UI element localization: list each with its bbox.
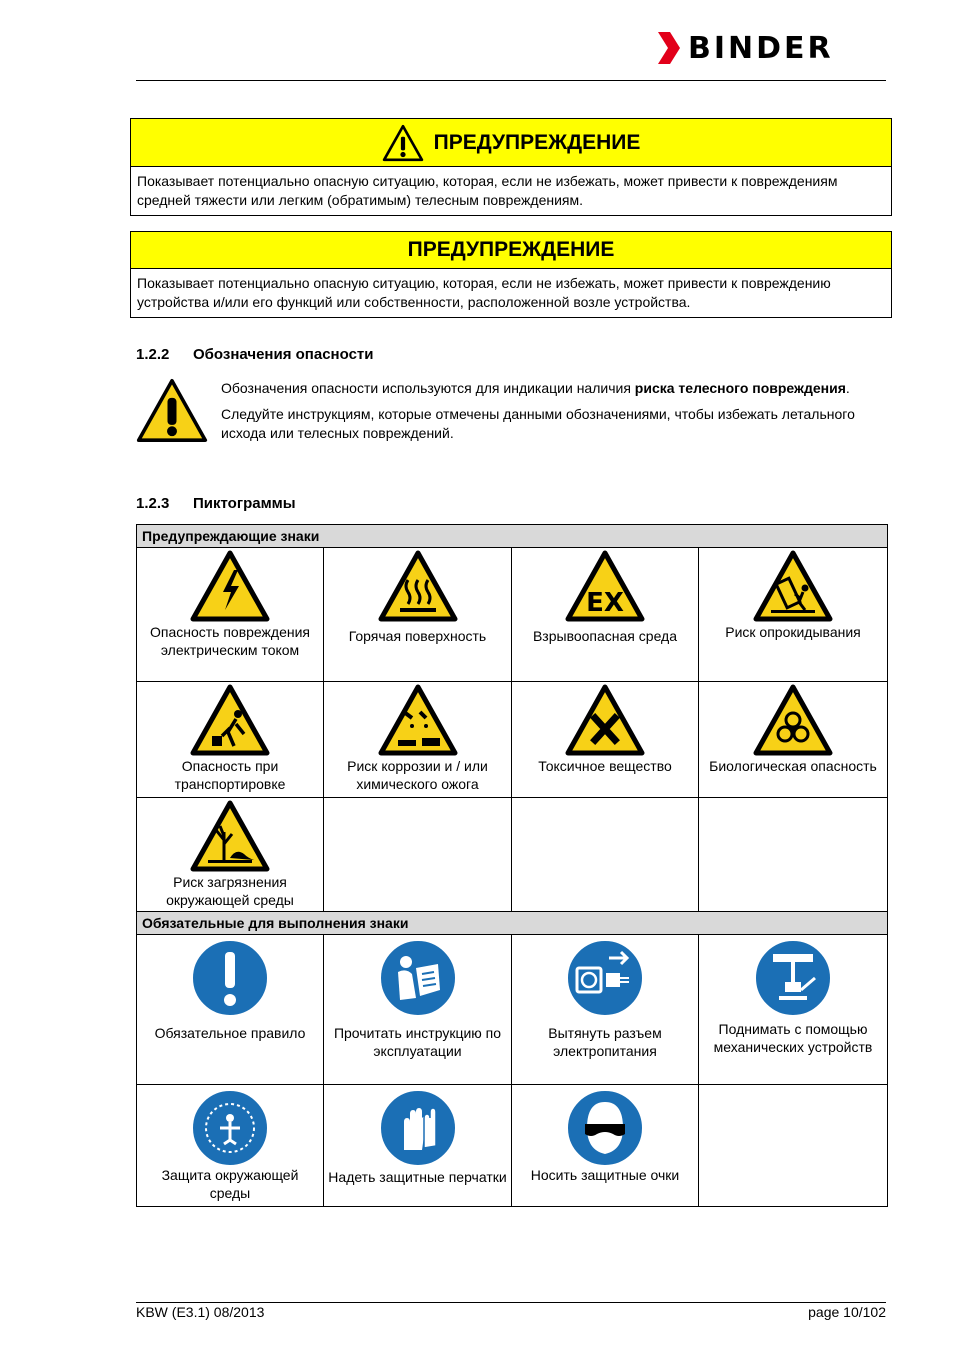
table-header-mandatory: Обязательные для выполнения знаки xyxy=(137,912,888,935)
sign-label: Обязательное правило xyxy=(154,1025,306,1041)
brand-name: BINDER xyxy=(688,30,834,66)
sign-label: Токсичное вещество xyxy=(538,758,672,774)
sign-cell xyxy=(512,1085,699,1207)
sign-cell xyxy=(324,1085,512,1207)
sign-cell xyxy=(699,935,888,1085)
header-rule xyxy=(136,80,886,81)
sign-label: Взрывоопасная среда xyxy=(532,628,678,644)
warning-body: Показывает потенциально опасную ситуацию, которая, если не избежать, может привести к повреждениям средней тяжести или легким (обратимым) телесным повреждениям. xyxy=(137,173,838,208)
table-header-warning: Предупреждающие знаки xyxy=(137,525,888,548)
warning-title: ПРЕДУПРЕЖДЕНИЕ xyxy=(407,238,615,261)
sign-label: Носить защитные очки xyxy=(530,1167,680,1183)
sign-cell xyxy=(324,548,512,682)
section-heading-hazard: 1.2.2 Обозначения опасности xyxy=(136,346,374,363)
sign-label: Биологическая опасность xyxy=(709,758,877,774)
sign-label: Надеть защитные перчатки xyxy=(328,1169,507,1185)
sign-cell xyxy=(699,682,888,798)
corrosion-icon xyxy=(378,683,458,757)
warning-triangle-icon xyxy=(382,124,424,162)
sign-cell xyxy=(137,1085,324,1207)
gloves-icon xyxy=(378,1088,458,1168)
footer-page-number: page 10/102 xyxy=(808,1304,886,1320)
sign-cell xyxy=(137,798,324,912)
sign-label: Горячая поверхность xyxy=(348,628,487,644)
environment-pollution-icon xyxy=(190,799,270,873)
sign-label: Поднимать с помощью механических устройств xyxy=(713,1021,873,1055)
sign-label: Защита окружающей среды xyxy=(161,1167,299,1201)
warning-header xyxy=(131,232,891,269)
brand-logo-mark xyxy=(656,30,682,66)
warning-header xyxy=(131,119,891,167)
sign-label: Риск загрязнения окружающей среды xyxy=(166,874,294,908)
read-manual-icon xyxy=(378,938,458,1018)
electric-hazard-icon xyxy=(190,549,270,623)
warning-box-property xyxy=(130,231,892,318)
footer-doc-id: KBW (E3.1) 08/2013 xyxy=(136,1304,265,1320)
sign-label: Вытянуть разъем электропитания xyxy=(548,1025,662,1059)
brand-logo xyxy=(656,30,834,66)
mechanical-lift-icon xyxy=(753,938,833,1018)
explosive-atmosphere-icon xyxy=(565,549,645,623)
sign-cell xyxy=(137,935,324,1085)
biohazard-icon xyxy=(753,683,833,757)
sign-label: Прочитать инструкцию по эксплуатации xyxy=(333,1025,502,1059)
hot-surface-icon xyxy=(378,549,458,623)
goggles-icon xyxy=(565,1088,645,1168)
transport-hazard-icon xyxy=(190,683,270,757)
warning-body: Показывает потенциально опасную ситуацию, которая, если не избежать, может привести к повреждению устройства и/или его функций или собственности, расположенной возле устройства. xyxy=(137,275,831,310)
unplug-icon xyxy=(565,938,645,1018)
svg-text:EX: EX xyxy=(586,588,624,618)
section-heading-pictograms: 1.2.3 Пиктограммы xyxy=(136,495,296,512)
sign-label: Опасность повреждения электрическим током xyxy=(149,624,311,658)
sign-cell xyxy=(137,548,324,682)
hazard-warning-icon xyxy=(136,378,208,443)
empty-cell xyxy=(512,798,699,912)
empty-cell xyxy=(699,1085,888,1207)
sign-cell xyxy=(512,682,699,798)
sign-cell xyxy=(324,682,512,798)
environment-protection-icon xyxy=(190,1088,270,1168)
warning-box-personal xyxy=(130,118,892,216)
empty-cell xyxy=(699,798,888,912)
sign-cell xyxy=(512,935,699,1085)
sign-cell xyxy=(137,682,324,798)
mandatory-rule-icon xyxy=(190,938,270,1018)
sign-cell xyxy=(512,548,699,682)
pictogram-table xyxy=(136,524,888,1207)
footer-rule xyxy=(136,1302,886,1303)
warning-title: ПРЕДУПРЕЖДЕНИЕ xyxy=(433,130,641,154)
empty-cell xyxy=(324,798,512,912)
sign-label: Риск опрокидывания xyxy=(725,624,861,640)
toxic-icon xyxy=(565,683,645,757)
sign-cell xyxy=(699,548,888,682)
hazard-description: Обозначения опасности используются для индикации наличия риска телесного повреждения. Следуйте инструкциям, которые отмечены данными обозначениями, чтобы избежать летального исхода или телесных повреждений. xyxy=(221,380,855,441)
sign-cell xyxy=(324,935,512,1085)
tipping-risk-icon xyxy=(753,549,833,623)
sign-label: Риск коррозии и / или химического ожога xyxy=(347,758,488,792)
sign-label: Опасность при транспортировке xyxy=(174,758,286,792)
